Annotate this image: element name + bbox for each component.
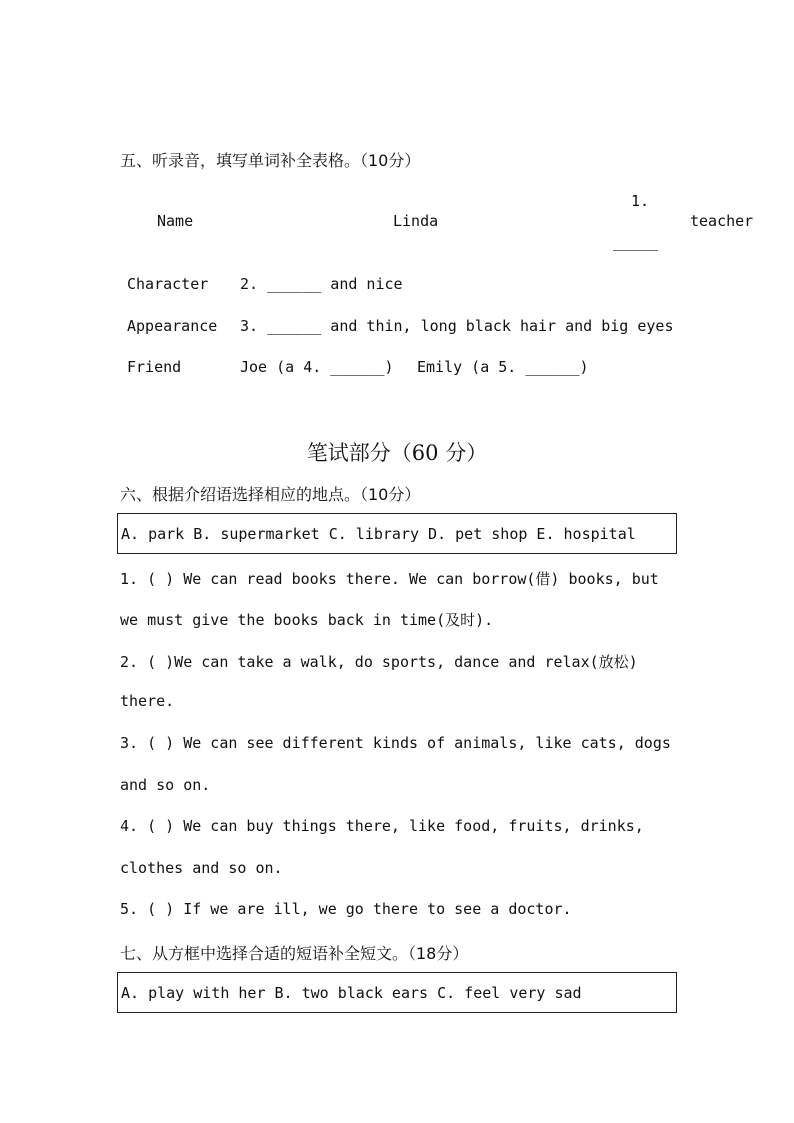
question-4-line2: clothes and so on. [120, 859, 283, 877]
table-label-appearance: Appearance [127, 317, 218, 335]
written-part-title: 笔试部分（60 分） [306, 441, 488, 465]
table-label-character: Character [127, 275, 209, 293]
section5-heading: 五、听录音，填写单词补全表格。（10分） [120, 151, 421, 170]
table-blank-1-number: 1. [631, 192, 650, 210]
question-4-line1[interactable]: 4. ( ) We can buy things there, like food, fruits, drinks, [120, 817, 644, 835]
question-5-line1[interactable]: 5. ( ) If we are ill, we go there to see a doctor. [120, 900, 572, 918]
table-value-name: Linda [393, 212, 439, 230]
table-extra-teacher: teacher [690, 212, 754, 230]
section6-options-box [117, 513, 677, 554]
table-value-friend-joe[interactable]: Joe (a 4. ______) [240, 358, 394, 376]
question-3-line1[interactable]: 3. ( ) We can see different kinds of animals, like cats, dogs [120, 734, 671, 752]
table-label-name: Name [157, 212, 194, 230]
question-1-line1[interactable]: 1. ( ) We can read books there. We can borrow(借) books, but [120, 570, 659, 588]
table-value-appearance[interactable]: 3. ______ and thin, long black hair and big eyes [240, 317, 674, 335]
question-2-line2: there. [120, 692, 175, 710]
section7-heading: 七、从方框中选择合适的短语补全短文。（18分） [120, 944, 469, 963]
question-3-line2: and so on. [120, 776, 211, 794]
section6-options: A. park B. supermarket C. library D. pet shop E. hospital [121, 524, 636, 543]
question-1-line2: we must give the books back in time(及时). [120, 611, 494, 629]
section7-options: A. play with her B. two black ears C. feel very sad [121, 983, 582, 1002]
table-value-friend-emily[interactable]: Emily (a 5. ______) [417, 358, 589, 376]
section6-heading: 六、根据介绍语选择相应的地点。（10分） [120, 485, 421, 504]
section7-options-box [117, 972, 677, 1013]
question-2-line1[interactable]: 2. ( )We can take a walk, do sports, dance and relax(放松) [120, 653, 638, 671]
table-value-character[interactable]: 2. ______ and nice [240, 275, 403, 293]
table-blank-1-line[interactable]: _____ [613, 233, 659, 251]
table-label-friend: Friend [127, 358, 182, 376]
